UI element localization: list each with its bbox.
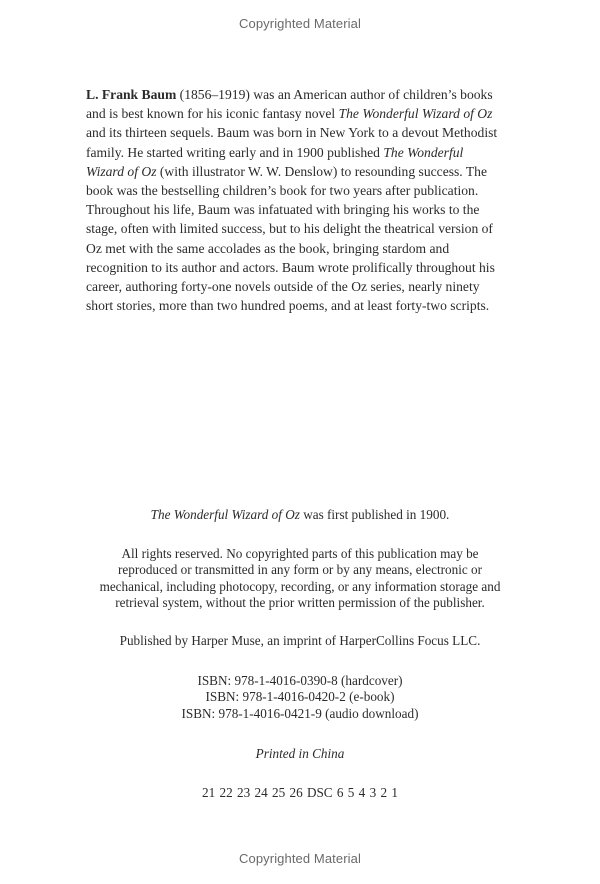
rights-line: retrieval system, without the prior written permission of the publisher. <box>115 594 485 610</box>
first-publication-note <box>80 507 520 523</box>
rights-line: reproduced or transmitted in any form or by any means, electronic or <box>118 562 482 578</box>
bio-text-2: and its thirteen sequels. Baum was born in New York to a devout Methodist family. He started writing early and in 1900 published <box>86 125 498 160</box>
bio-book-title-2: The Wonderful Wizard of Oz <box>86 144 464 179</box>
printed-in-note: Printed in China <box>255 746 345 761</box>
first-pub-text: was first published in 1900. <box>299 507 450 522</box>
copyright-watermark-top: Copyrighted Material <box>239 16 361 31</box>
rights-line: All rights reserved. No copyrighted parts of this publication may be <box>121 546 479 561</box>
bio-text-1: (1856–1919) was an American author of children’s books and is best known for his iconic fantasy novel <box>86 87 493 122</box>
bio-book-title-1: The Wonderful Wizard of Oz <box>338 106 493 122</box>
print-line: 21 22 23 24 25 26 DSC 6 5 4 3 2 1 <box>202 785 398 800</box>
author-name: L. Frank Baum <box>86 87 177 102</box>
copyright-watermark-bottom: Copyrighted Material <box>239 851 361 866</box>
rights-line: mechanical, including photocopy, recording, or any information storage and <box>99 578 501 594</box>
bio-text-3: (with illustrator W. W. Denslow) to resounding success. The book was the bestselling children’s book for two years after publication. Throughout his life, Baum was infatuated with bringing his works to the stage, often with limited success, but to his delight the theatrical version of Oz met with the same accolades as the book, bringing stardom and recognition to its author and actors. Baum wrote prolifically throughout his career, authoring forty-one novels outside of the Oz series, nearly ninety short stories, more than two hundred poems, and at least forty-two scripts. <box>86 163 495 314</box>
isbn-hardcover: ISBN: 978-1-4016-0390-8 (hardcover) <box>197 673 403 688</box>
isbn-audio: ISBN: 978-1-4016-0421-9 (audio download) <box>181 705 419 721</box>
first-pub-book-title: The Wonderful Wizard of Oz <box>150 507 300 522</box>
rights-reserved-notice <box>80 546 520 611</box>
isbn-ebook: ISBN: 978-1-4016-0420-2 (e-book) <box>205 689 395 705</box>
author-bio <box>86 85 500 315</box>
isbn-list <box>80 673 520 722</box>
publisher-line: Published by Harper Muse, an imprint of HarperCollins Focus LLC. <box>119 633 481 648</box>
